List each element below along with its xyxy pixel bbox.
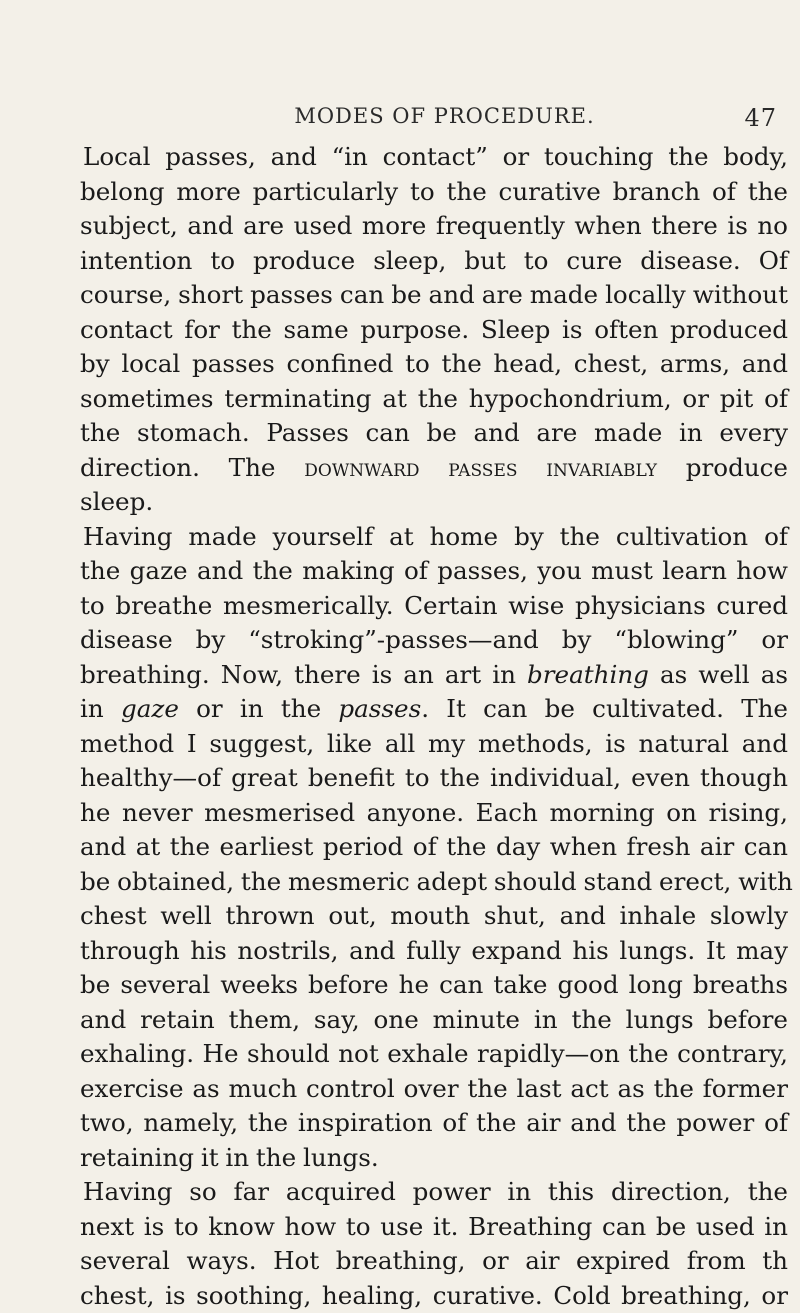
text-line: be several weeks before he can take good long breaths — [80, 968, 788, 1003]
text-line: through his nostrils, and fully expand his lungs. It may — [80, 934, 788, 969]
text-line: Having made yourself at home by the cultivation of — [80, 520, 788, 555]
text-line: next is to know how to use it. Breathing can be used in — [80, 1210, 788, 1245]
small-caps-emphasis: downward passes invariably — [304, 453, 657, 482]
body-text — [80, 140, 788, 1313]
text-segment: as well as — [649, 660, 788, 689]
text-segment: direction. The — [80, 453, 304, 482]
text-line: method I suggest, like all my methods, is natural and — [80, 727, 788, 762]
text-line: sometimes terminating at the hypochondrium, or pit of — [80, 382, 788, 417]
text-line: course, short passes can be and are made locally without — [80, 278, 788, 313]
text-line: belong more particularly to the curative branch of the — [80, 175, 788, 210]
text-line: retaining it in the lungs. — [80, 1141, 788, 1176]
text-line: Having so far acquired power in this direction, the — [80, 1175, 788, 1210]
text-line: the stomach. Passes can be and are made in every — [80, 416, 788, 451]
italic-emphasis: breathing — [527, 660, 649, 689]
text-line: and retain them, say, one minute in the lungs before — [80, 1003, 788, 1038]
text-line: intention to produce sleep, but to cure disease. Of — [80, 244, 788, 279]
text-line: contact for the same purpose. Sleep is often produced — [80, 313, 788, 348]
text-line: several ways. Hot breathing, or air expired from th — [80, 1244, 788, 1279]
text-line — [80, 692, 788, 727]
text-line: be obtained, the mesmeric adept should stand erect, with — [80, 865, 788, 900]
page-number: 47 — [744, 104, 777, 132]
text-line: two, namely, the inspiration of the air and the power of — [80, 1106, 788, 1141]
text-line: disease by “stroking”-passes—and by “blowing” or — [80, 623, 788, 658]
text-line: sleep. — [80, 485, 788, 520]
text-line: to breathe mesmerically. Certain wise physicians cured — [80, 589, 788, 624]
text-line: healthy—of great benefit to the individual, even though — [80, 761, 788, 796]
text-line: chest well thrown out, mouth shut, and inhale slowly — [80, 899, 788, 934]
running-title: MODES OF PROCEDURE. — [112, 104, 777, 128]
italic-emphasis: passes — [338, 694, 421, 723]
text-line: chest, is soothing, healing, curative. Cold breathing, or — [80, 1279, 788, 1313]
text-line: Local passes, and “in contact” or touching the body, — [80, 140, 788, 175]
text-line: exercise as much control over the last act as the former — [80, 1072, 788, 1107]
text-line: he never mesmerised anyone. Each morning on rising, — [80, 796, 788, 831]
text-line: and at the earliest period of the day when fresh air can — [80, 830, 788, 865]
text-segment: . It can be cultivated. The — [421, 694, 788, 723]
text-line: by local passes confined to the head, chest, arms, and — [80, 347, 788, 382]
text-line — [80, 658, 788, 693]
running-head — [112, 76, 777, 116]
text-line: exhaling. He should not exhale rapidly—on the contrary, — [80, 1037, 788, 1072]
text-segment: produce — [657, 453, 788, 482]
text-segment: in — [80, 694, 121, 723]
text-line: the gaze and the making of passes, you must learn how — [80, 554, 788, 589]
text-segment: or in the — [179, 694, 339, 723]
text-line: subject, and are used more frequently when there is no — [80, 209, 788, 244]
text-line — [80, 451, 788, 486]
italic-emphasis: gaze — [121, 694, 179, 723]
text-segment: breathing. Now, there is an art in — [80, 660, 527, 689]
